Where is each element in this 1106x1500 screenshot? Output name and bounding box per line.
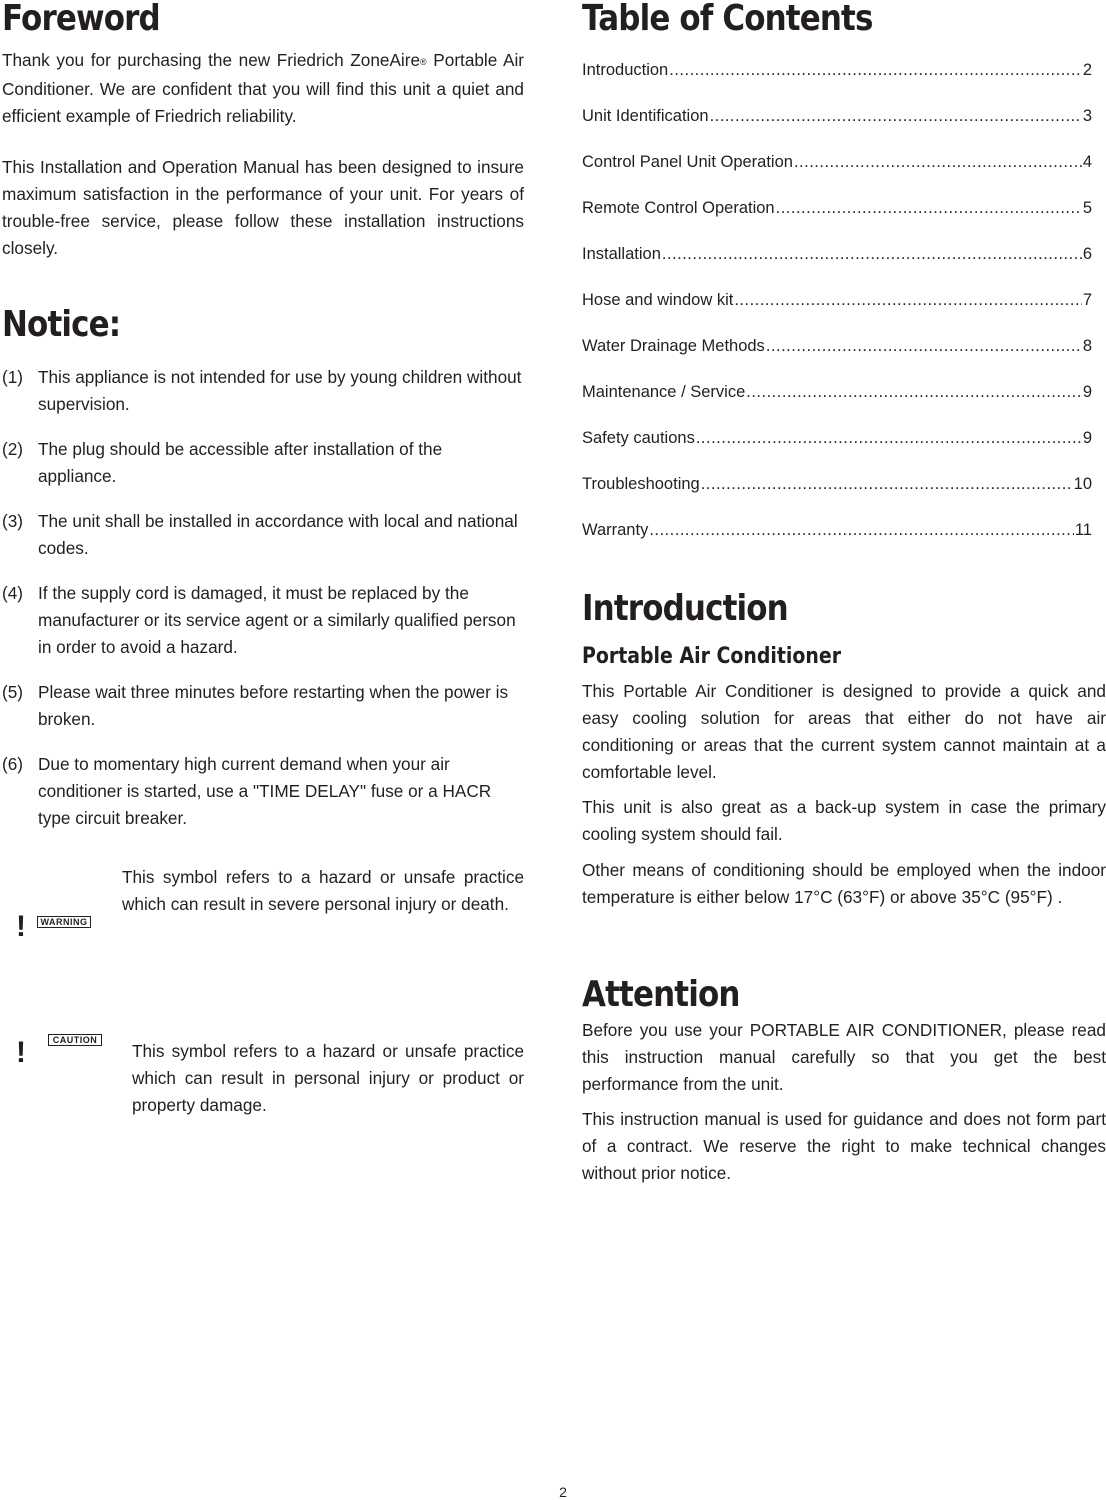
toc-entry-page: 11 bbox=[1074, 521, 1092, 539]
foreword-paragraph-1-start: Thank you for purchasing the new Friedrich ZoneAire bbox=[2, 50, 421, 70]
toc-entry[interactable] bbox=[582, 520, 1092, 566]
toc-entry-title: Water Drainage Methods bbox=[582, 337, 765, 355]
toc-entry[interactable] bbox=[582, 198, 1092, 244]
attention-heading: Attention bbox=[582, 974, 740, 1015]
notice-heading: Notice: bbox=[2, 304, 121, 345]
warning-exclamation: ! bbox=[16, 910, 26, 943]
toc-entry-title: Control Panel Unit Operation bbox=[582, 153, 793, 171]
toc-entry-page: 9 bbox=[1082, 383, 1092, 401]
toc-entry[interactable] bbox=[582, 428, 1092, 474]
notice-item bbox=[2, 436, 524, 490]
table-of-contents bbox=[582, 60, 1092, 566]
introduction-heading: Introduction bbox=[582, 588, 788, 629]
notice-item-text: The unit shall be installed in accordance with local and national codes. bbox=[38, 511, 518, 558]
toc-entry[interactable] bbox=[582, 382, 1092, 428]
toc-entry-title: Hose and window kit bbox=[582, 291, 734, 309]
toc-entry[interactable] bbox=[582, 244, 1092, 290]
notice-item-number: (6) bbox=[2, 754, 24, 774]
toc-leader bbox=[649, 520, 1074, 540]
introduction-paragraph-3: Other means of conditioning should be employed when the indoor temperature is either below 17°C (63°F) or above 35°C (95°F) . bbox=[582, 860, 1106, 907]
toc-entry-title: Remote Control Operation bbox=[582, 199, 775, 217]
foreword-paragraph-1-end: Portable Air Conditioner. We are confident that you will find this unit a quiet and efficient example of Friedrich reliability. bbox=[2, 50, 524, 126]
toc-leader bbox=[710, 106, 1082, 126]
notice-item bbox=[2, 751, 524, 832]
toc-leader bbox=[794, 152, 1082, 172]
toc-entry-page: 5 bbox=[1082, 199, 1092, 217]
toc-entry-title: Warranty bbox=[582, 521, 649, 539]
notice-item bbox=[2, 580, 524, 661]
page-number: 2 bbox=[559, 1484, 567, 1500]
notice-list bbox=[2, 364, 524, 850]
toc-entry[interactable] bbox=[582, 60, 1092, 106]
notice-item bbox=[2, 508, 524, 562]
toc-leader bbox=[696, 428, 1082, 448]
caution-icon bbox=[16, 1034, 98, 1074]
notice-item-number: (3) bbox=[2, 511, 24, 531]
toc-entry-page: 6 bbox=[1082, 245, 1092, 263]
toc-leader bbox=[776, 198, 1082, 218]
attention-paragraph-1: Before you use your PORTABLE AIR CONDITIONER, please read this instruction manual carefully so that you get the best performance from the unit. bbox=[582, 1020, 1106, 1094]
toc-entry-title: Maintenance / Service bbox=[582, 383, 746, 401]
toc-leader bbox=[669, 60, 1082, 80]
warning-symbol-block bbox=[2, 864, 524, 974]
toc-entry[interactable] bbox=[582, 152, 1092, 198]
attention-paragraph-2: This instruction manual is used for guidance and does not form part of a contract. We reserve the right to make technical changes without prior notice. bbox=[582, 1109, 1106, 1183]
toc-heading: Table of Contents bbox=[582, 0, 873, 39]
toc-entry-title: Troubleshooting bbox=[582, 475, 700, 493]
warning-icon bbox=[16, 910, 94, 950]
notice-item-text: If the supply cord is damaged, it must be replaced by the manufacturer or its service agent or a similarly qualified person in order to avoid a hazard. bbox=[38, 583, 516, 657]
registered-mark: ® bbox=[420, 57, 427, 67]
notice-item-number: (1) bbox=[2, 367, 24, 387]
notice-item-number: (4) bbox=[2, 583, 24, 603]
caution-label: CAUTION bbox=[48, 1034, 102, 1046]
foreword-paragraph-1 bbox=[2, 47, 524, 130]
toc-leader bbox=[746, 382, 1082, 402]
warning-label: WARNING bbox=[37, 916, 91, 928]
toc-entry[interactable] bbox=[582, 336, 1092, 382]
notice-item-text: Please wait three minutes before restarting when the power is broken. bbox=[38, 682, 509, 729]
caution-symbol-block bbox=[2, 1035, 524, 1128]
foreword-heading: Foreword bbox=[2, 0, 160, 39]
introduction-paragraph-2: This unit is also great as a back-up system in case the primary cooling system should fail. bbox=[582, 797, 1106, 844]
caution-description: This symbol refers to a hazard or unsafe practice which can result in personal injury or product or property damage. bbox=[132, 1041, 524, 1115]
toc-entry-title: Introduction bbox=[582, 61, 669, 79]
toc-entry-page: 3 bbox=[1082, 107, 1092, 125]
notice-item-text: This appliance is not intended for use by young children without supervision. bbox=[38, 367, 522, 414]
toc-entry-page: 7 bbox=[1082, 291, 1092, 309]
introduction-paragraph-1: This Portable Air Conditioner is designed to provide a quick and easy cooling solution for areas that either do not have air conditioning or areas that the current system cannot maintain at a comfortable level. bbox=[582, 681, 1106, 782]
notice-item bbox=[2, 364, 524, 418]
toc-entry-page: 2 bbox=[1082, 61, 1092, 79]
toc-entry[interactable] bbox=[582, 106, 1092, 152]
foreword-paragraph-2: This Installation and Operation Manual has been designed to insure maximum satisfaction in the performance of your unit. For years of trouble-free service, please follow these installation instructions closely. bbox=[2, 157, 524, 258]
toc-entry-page: 4 bbox=[1082, 153, 1092, 171]
toc-leader bbox=[662, 244, 1082, 264]
toc-leader bbox=[766, 336, 1082, 356]
notice-item-number: (2) bbox=[2, 439, 24, 459]
notice-item-text: Due to momentary high current demand when your air conditioner is started, use a "TIME DELAY" fuse or a HACR type circuit breaker. bbox=[38, 754, 492, 828]
toc-entry[interactable] bbox=[582, 474, 1092, 520]
toc-entry-page: 10 bbox=[1073, 475, 1092, 493]
toc-entry-title: Safety cautions bbox=[582, 429, 695, 447]
caution-exclamation: ! bbox=[16, 1036, 26, 1069]
toc-entry-page: 9 bbox=[1082, 429, 1092, 447]
toc-leader bbox=[701, 474, 1073, 494]
notice-item-text: The plug should be accessible after installation of the appliance. bbox=[38, 439, 443, 486]
introduction-subheading: Portable Air Conditioner bbox=[582, 644, 842, 669]
toc-entry-title: Unit Identification bbox=[582, 107, 709, 125]
toc-entry[interactable] bbox=[582, 290, 1092, 336]
notice-item-number: (5) bbox=[2, 682, 24, 702]
toc-leader bbox=[734, 290, 1081, 310]
notice-item bbox=[2, 679, 524, 733]
warning-description: This symbol refers to a hazard or unsafe practice which can result in severe personal injury or death. bbox=[122, 867, 524, 914]
toc-entry-title: Installation bbox=[582, 245, 661, 263]
toc-entry-page: 8 bbox=[1082, 337, 1092, 355]
